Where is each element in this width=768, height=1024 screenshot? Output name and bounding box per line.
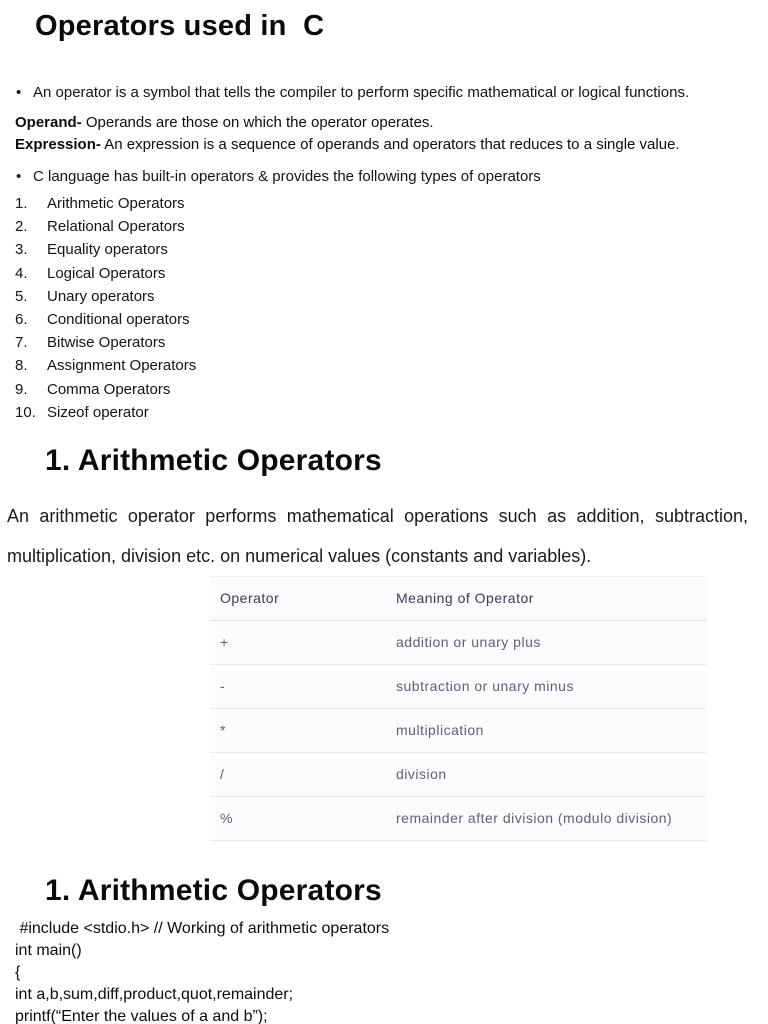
- slide-2: [0, 436, 768, 858]
- operator-meaning: addition or unary plus: [386, 621, 707, 665]
- intro-bullet-text: An operator is a symbol that tells the compiler to perform specific mathematical or logical functions.: [33, 84, 690, 101]
- code-line: printf(“Enter the values of a and b”);: [15, 1008, 268, 1024]
- table-row: [210, 709, 707, 753]
- list-item: [15, 215, 748, 238]
- list-item: [15, 354, 748, 377]
- page-title: Operators used in C: [35, 10, 325, 42]
- code-line: #include <stdio.h> // Working of arithmetic operators: [15, 920, 390, 937]
- operator-symbol: -: [210, 665, 386, 709]
- item-label: Equality operators: [47, 241, 168, 259]
- operator-types-list: [15, 192, 748, 424]
- list-item: [15, 378, 748, 401]
- item-number: 4.: [15, 264, 28, 282]
- item-number: 1.: [15, 195, 28, 212]
- operand-term: Operand-: [15, 114, 82, 131]
- arithmetic-paragraph-block: [7, 496, 748, 841]
- code-line: int main(): [15, 942, 82, 959]
- operator-meaning: remainder after division (modulo division): [386, 797, 707, 841]
- item-number: 6.: [15, 311, 28, 329]
- operator-meaning: division: [386, 753, 707, 797]
- list-item: [15, 308, 748, 331]
- operator-meaning: subtraction or unary minus: [386, 665, 707, 709]
- arithmetic-paragraph: An arithmetic operator performs mathematical operations such as addition, subtraction, multiplication, division etc. on numerical values (constants and variables).: [7, 506, 748, 566]
- code-line: int a,b,sum,diff,product,quot,remainder;: [15, 986, 294, 1003]
- table-row: [210, 797, 707, 841]
- list-item: [15, 331, 748, 354]
- operator-meaning: multiplication: [386, 709, 707, 753]
- operator-symbol: %: [210, 797, 386, 841]
- item-label: Conditional operators: [47, 311, 190, 329]
- item-label: Unary operators: [47, 287, 155, 305]
- table-row: [210, 753, 707, 797]
- operator-symbol: /: [210, 753, 386, 797]
- bullet-marker: •: [16, 168, 22, 185]
- list-item: [15, 192, 748, 215]
- column-header-operator: Operator: [210, 577, 386, 621]
- item-number: 2.: [15, 218, 28, 236]
- item-number: 10.: [15, 403, 36, 421]
- bullet-marker: •: [16, 84, 22, 101]
- item-number: 7.: [15, 334, 28, 352]
- table-header-row: [210, 577, 707, 621]
- table-row: [210, 621, 707, 665]
- operator-symbol: *: [210, 709, 386, 753]
- intro-bullet-item: [15, 80, 748, 106]
- list-item: [15, 238, 748, 261]
- item-label: Comma Operators: [47, 380, 171, 398]
- expression-definition: [15, 134, 748, 156]
- slide-3: [0, 858, 768, 1024]
- item-number: 9.: [15, 380, 28, 398]
- list-item: [15, 401, 748, 424]
- item-number: 8.: [15, 357, 28, 375]
- column-header-meaning: Meaning of Operator: [386, 577, 707, 621]
- types-bullet-item: [15, 166, 748, 188]
- expression-text: An expression is a sequence of operands and operators that reduces to a single value.: [100, 136, 680, 153]
- code-line: {: [15, 964, 21, 981]
- operator-symbol: +: [210, 621, 386, 665]
- item-number: 3.: [15, 241, 28, 259]
- item-label: Assignment Operators: [47, 357, 197, 375]
- item-label: Relational Operators: [47, 218, 185, 236]
- slide-1: [0, 0, 768, 436]
- section-heading: 1. Arithmetic Operators: [45, 444, 382, 477]
- item-label: Logical Operators: [47, 264, 166, 282]
- section-heading: 1. Arithmetic Operators: [45, 874, 382, 907]
- c-code-block: [7, 918, 748, 1024]
- definitions: [15, 112, 748, 156]
- list-item: [15, 262, 748, 285]
- item-label: Sizeof operator: [47, 403, 149, 421]
- table-row: [210, 665, 707, 709]
- operand-text: Operands are those on which the operator operates.: [81, 114, 434, 131]
- list-item: [15, 285, 748, 308]
- operand-definition: [15, 112, 748, 134]
- item-number: 5.: [15, 287, 28, 305]
- types-bullet-text: C language has built-in operators & provides the following types of operators: [33, 168, 541, 185]
- item-label: Arithmetic Operators: [47, 195, 185, 212]
- expression-term: Expression-: [15, 136, 101, 153]
- arithmetic-operators-table: [210, 576, 707, 841]
- item-label: Bitwise Operators: [47, 334, 166, 352]
